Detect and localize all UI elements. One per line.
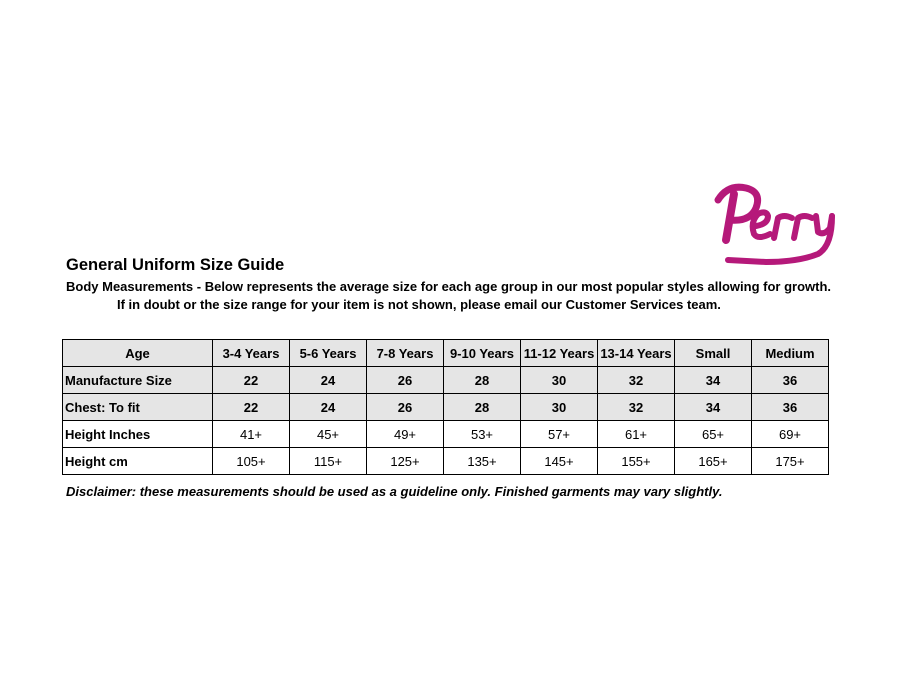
table-cell: 30 — [521, 394, 598, 421]
perry-logo — [706, 178, 846, 270]
row-label: Height Inches — [63, 421, 213, 448]
table-row — [63, 421, 829, 448]
table-cell: 34 — [675, 367, 752, 394]
table-cell: 41+ — [213, 421, 290, 448]
intro-text: Body Measurements - Below represents the average size for each age group in our most popular styles allowing for growth. — [66, 279, 832, 294]
column-header: 7-8 Years — [367, 340, 444, 367]
size-guide-table — [62, 339, 829, 475]
table-cell: 65+ — [675, 421, 752, 448]
table-cell: 24 — [290, 367, 367, 394]
column-header: 5-6 Years — [290, 340, 367, 367]
table-cell: 57+ — [521, 421, 598, 448]
table-cell: 32 — [598, 367, 675, 394]
table-cell: 45+ — [290, 421, 367, 448]
table-cell: 53+ — [444, 421, 521, 448]
page-title: General Uniform Size Guide — [66, 256, 285, 274]
table-cell: 105+ — [213, 448, 290, 475]
table-cell: 69+ — [752, 421, 829, 448]
row-label: Chest: To fit — [63, 394, 213, 421]
table-cell: 22 — [213, 367, 290, 394]
column-header: Small — [675, 340, 752, 367]
column-header: 11-12 Years — [521, 340, 598, 367]
table-cell: 32 — [598, 394, 675, 421]
table-cell: 26 — [367, 367, 444, 394]
column-header: Medium — [752, 340, 829, 367]
column-header: 3-4 Years — [213, 340, 290, 367]
table-row — [63, 367, 829, 394]
table-row — [63, 394, 829, 421]
table-cell: 165+ — [675, 448, 752, 475]
table-cell: 30 — [521, 367, 598, 394]
table-row — [63, 448, 829, 475]
row-label: Manufacture Size — [63, 367, 213, 394]
table-cell: 28 — [444, 367, 521, 394]
table-cell: 49+ — [367, 421, 444, 448]
header-age: Age — [63, 340, 213, 367]
table-cell: 28 — [444, 394, 521, 421]
table-header-row — [63, 340, 829, 367]
disclaimer-text: Disclaimer: these measurements should be used as a guideline only. Finished garments may vary slightly. — [66, 484, 723, 499]
table-cell: 36 — [752, 394, 829, 421]
table-cell: 125+ — [367, 448, 444, 475]
table-cell: 24 — [290, 394, 367, 421]
row-label: Height cm — [63, 448, 213, 475]
table-cell: 175+ — [752, 448, 829, 475]
table-cell: 145+ — [521, 448, 598, 475]
table-cell: 36 — [752, 367, 829, 394]
table-cell: 115+ — [290, 448, 367, 475]
intro-text-contact: If in doubt or the size range for your item is not shown, please email our Customer Services team. — [117, 297, 721, 312]
column-header: 9-10 Years — [444, 340, 521, 367]
column-header: 13-14 Years — [598, 340, 675, 367]
table-cell: 22 — [213, 394, 290, 421]
table-cell: 61+ — [598, 421, 675, 448]
table-cell: 34 — [675, 394, 752, 421]
table-cell: 26 — [367, 394, 444, 421]
table-cell: 155+ — [598, 448, 675, 475]
table-cell: 135+ — [444, 448, 521, 475]
